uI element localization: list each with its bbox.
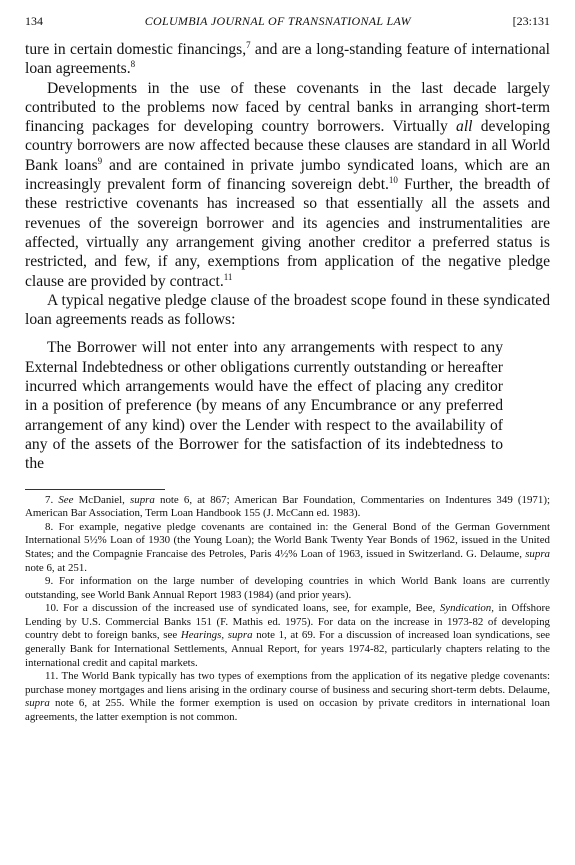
footnote-8 bbox=[25, 521, 550, 575]
footnote-text: McDaniel, bbox=[73, 493, 131, 506]
footnote-text: note 1, at 69. For a discussion of increased loan syndications, see generally Bank for International Settlements, Annual Report, for years 1974-82, particularly chapters relating to the international credit and capital markets. bbox=[25, 629, 551, 669]
paragraph-text: and are a long-standing feature of international loan agreements. bbox=[25, 41, 550, 78]
paragraph-3: A typical negative pledge clause of the broadest scope found in these syndicated loan agreements reads as follows: bbox=[25, 291, 550, 329]
footnote-10 bbox=[25, 602, 550, 670]
footnote-7 bbox=[25, 494, 550, 521]
paragraph-2 bbox=[25, 79, 550, 291]
footnote-ref-10: 10 bbox=[388, 174, 398, 185]
page bbox=[25, 14, 550, 725]
body-text bbox=[25, 40, 550, 474]
footnote-number: 9. bbox=[45, 575, 54, 588]
footnote-ref-9: 9 bbox=[97, 155, 103, 166]
footnote-number: 10. bbox=[45, 602, 59, 615]
footnote-text: note 6, at 251. bbox=[25, 561, 88, 574]
signal: See bbox=[58, 493, 74, 506]
signal: supra bbox=[525, 547, 550, 560]
journal-title: COLUMBIA JOURNAL OF TRANSNATIONAL LAW bbox=[144, 14, 411, 28]
footnote-divider bbox=[25, 489, 165, 490]
footnote-ref-11: 11 bbox=[223, 271, 233, 282]
paragraph-text: and are contained in private jumbo syndicated loans, which are an increasingly prevalent form of financing sovereign debt. bbox=[25, 156, 550, 194]
footnote-11 bbox=[25, 670, 550, 724]
footnote-text: For a discussion of the increased use of syndicated loans, see, for example, Bee, bbox=[63, 602, 440, 615]
paragraph-text: developing country borrowers are now affected because these clauses are standard in all World Bank loans bbox=[25, 118, 551, 174]
footnote-text: For information on the large number of developing countries in which World Bank loans are currently outstanding, see World Bank Annual Report 1983 (1984) (and prior years). bbox=[25, 575, 550, 601]
cited-title: Syndication, bbox=[439, 602, 494, 615]
signal: supra bbox=[25, 697, 50, 710]
footnote-ref-7: 7 bbox=[246, 39, 251, 50]
footnote-number: 7. bbox=[45, 493, 54, 506]
footnote-text: in Offshore Lending by U.S. Commercial Banks 151 (F. Mathis ed. 1975). For data on the increase in 1973-82 of developing country debt to foreign banks, see bbox=[25, 602, 550, 642]
page-number: 134 bbox=[25, 14, 43, 28]
footnote-number: 11. bbox=[45, 670, 59, 683]
footnote-number: 8. bbox=[45, 520, 54, 533]
paragraph-1 bbox=[25, 40, 550, 79]
footnote-text: note 6, at 255. While the former exemption is used on occasion by private creditors in international loan agreements, the latter exemption is not common. bbox=[25, 697, 550, 724]
footnote-9 bbox=[25, 575, 550, 602]
footnote-text: note 6, at 867; American Bar Foundation, Commentaries on Indentures 349 (1971); American Bar Association, Term Loan Handbook 155 (J. McCann ed. 1983). bbox=[25, 493, 550, 520]
footnote-ref-8: 8 bbox=[130, 59, 136, 70]
signal: supra bbox=[130, 493, 155, 506]
paragraph-text: Further, the breadth of these restrictive covenants has increased so that essentially all the assets and revenues of the sovereign borrower and its agencies and instrumentalities are affected, virtually any arrangement giving another creditor a preferred status is restricted, and few, if any, exemptions from application of the negative pledge clause are provided by contract. bbox=[25, 176, 550, 290]
footnotes bbox=[25, 494, 550, 725]
footnote-text: The World Bank typically has two types of exemptions from the application of its negative pledge covenants: purchase money mortgages and liens arising in the ordinary course of business and securing short-term debts. Delaume, bbox=[25, 670, 550, 696]
paragraph-text: ture in certain domestic financings, bbox=[25, 41, 247, 58]
emphasis: all bbox=[456, 118, 473, 136]
cited-title: Hearings, supra bbox=[180, 629, 253, 642]
running-header bbox=[25, 14, 550, 40]
paragraph-text: Developments in the use of these covenants in the last decade largely contributed to the problems now faced by central banks in arranging short-term financing packages for developing country borrowers. Virtually bbox=[25, 79, 550, 136]
block-quote: The Borrower will not enter into any arrangements with respect to any External Indebtedness or other obligations currently outstanding or hereafter incurred which arrangements would have the effect of placing any creditor in a position of preference (by means of any Encumbrance or any preferred arrangement of any kind) over the Lender with respect to the availability of any of the assets of the Borrower for the satisfaction of its indebtedness to the bbox=[25, 339, 503, 473]
footnote-text: For example, negative pledge covenants are contained in: the General Bond of the German Government International 5½% Loan of 1930 (the Young Loan); the World Bank Twenty Year Bonds of 1962, issued in the United States; and the Compagnie Francaise des Petroles, Paris 4½% Loan of 1963, issued in Switzerland. G. Delaume, bbox=[25, 520, 550, 560]
volume-citation: [23:131 bbox=[512, 14, 550, 28]
